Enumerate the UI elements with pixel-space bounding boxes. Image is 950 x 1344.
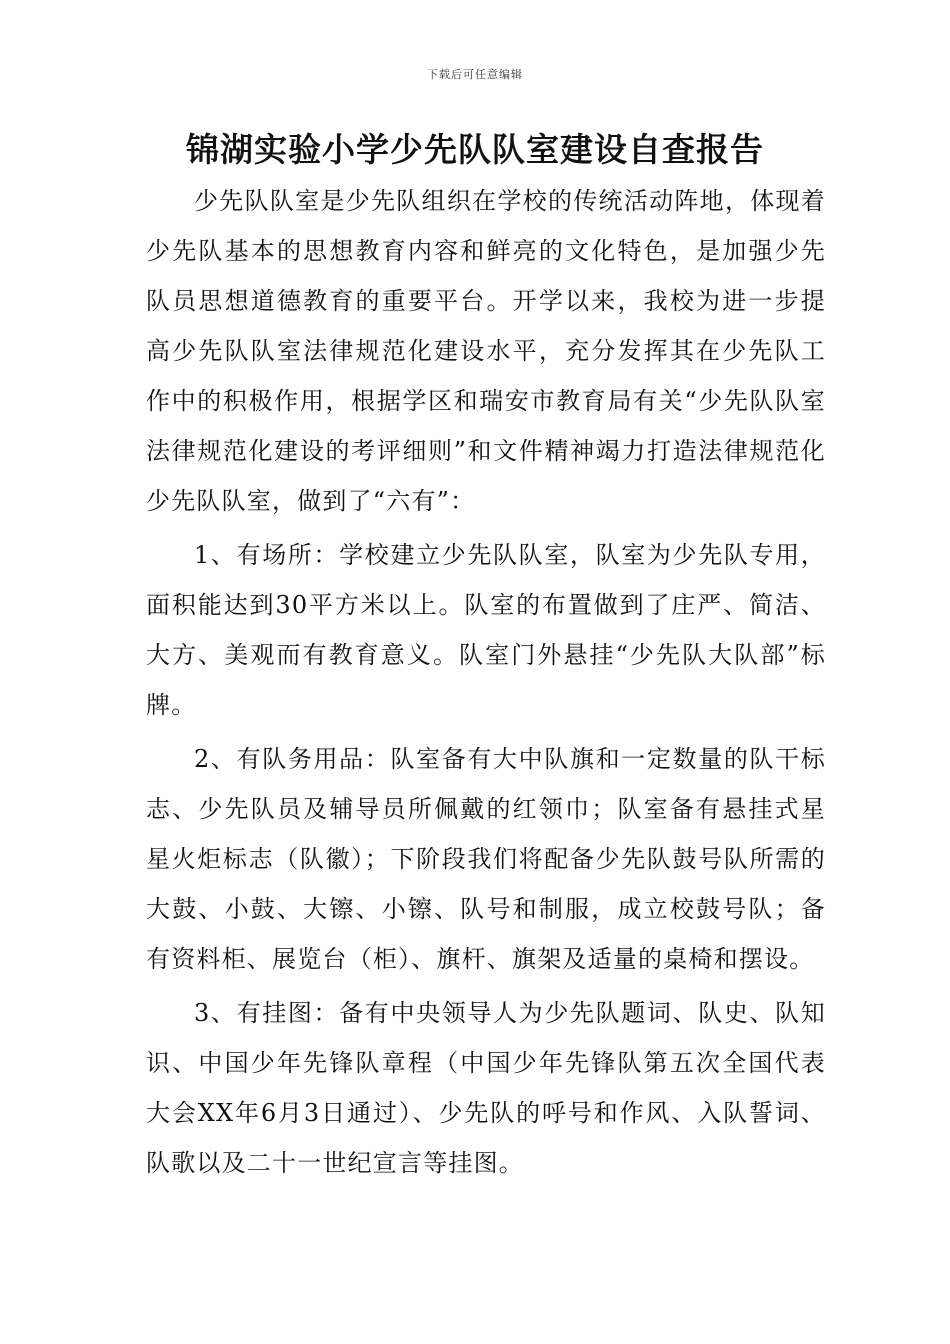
- item-supplies-paragraph: 2、有队务用品：队室备有大中队旗和一定数量的队干标志、少先队员及辅导员所佩戴的红领巾；队室备有悬挂式星星火炬标志（队徽）；下阶段我们将配备少先队鼓号队所需的大鼓、小鼓、大镲、小镲、队号和制服，成立校鼓号队；备有资料柜、展览台（柜）、旗杆、旗架及适量的桌椅和摆设。: [146, 745, 826, 973]
- item-posters-paragraph: 3、有挂图：备有中央领导人为少先队题词、队史、队知识、中国少年先锋队章程（中国少年先锋队第五次全国代表大会XX年6月3日通过）、少先队的呼号和作风、入队誓词、队歌以及二十一世纪宣言等挂图。: [146, 999, 826, 1177]
- item-venue-paragraph: 1、有场所：学校建立少先队队室，队室为少先队专用，面积能达到30平方米以上。队室的布置做到了庄严、简洁、大方、美观而有教育意义。队室门外悬挂“少先队大队部”标牌。: [146, 541, 826, 719]
- intro-paragraph: 少先队队室是少先队组织在学校的传统活动阵地，体现着少先队基本的思想教育内容和鲜亮的文化特色，是加强少先队员思想道德教育的重要平台。开学以来，我校为进一步提高少先队队室法律规范化建设水平，充分发挥其在少先队工作中的积极作用，根据学区和瑞安市教育局有关“少先队队室法律规范化建设的考评细则”和文件精神竭力打造法律规范化少先队队室，做到了“六有”：: [146, 187, 826, 515]
- document-body: [146, 176, 826, 1192]
- document-title: 锦湖实验小学少先队队室建设自查报告: [186, 130, 764, 169]
- header-note: 下载后可任意编辑: [427, 68, 523, 81]
